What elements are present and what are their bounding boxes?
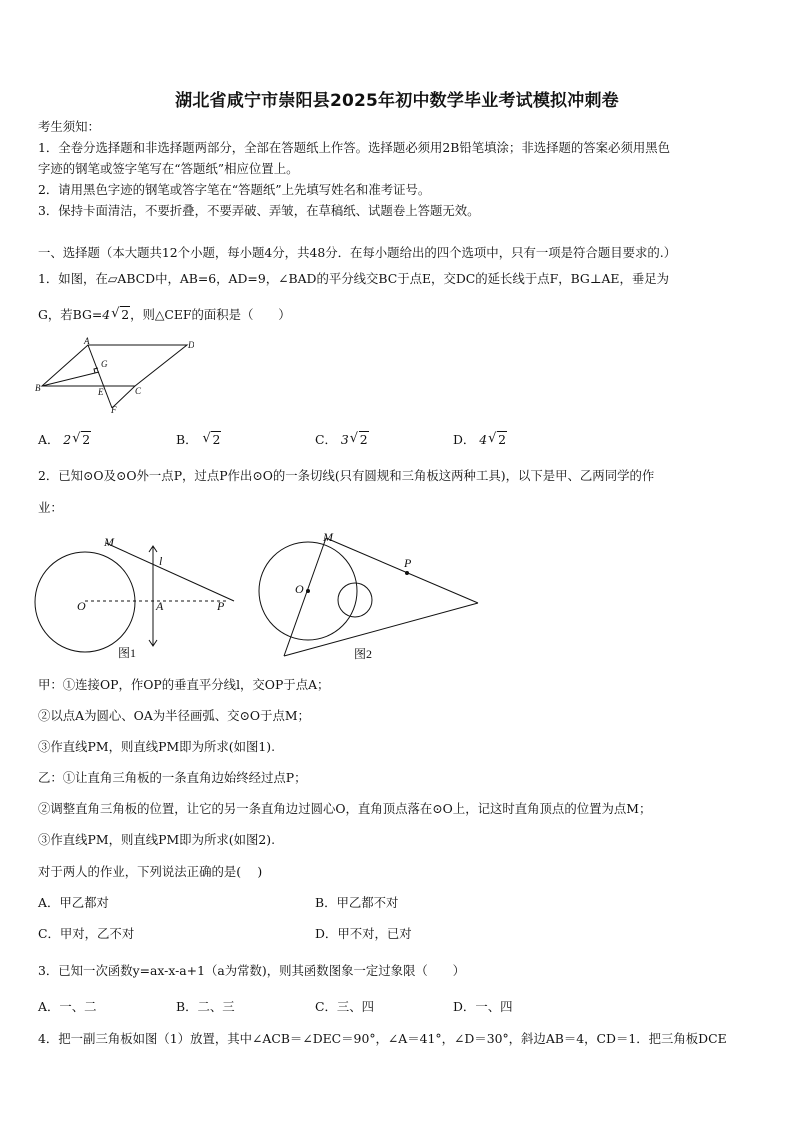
q2-jia-step-2: ②以点A为圆心、OA为半径画弧、交⊙O于点M； — [38, 708, 310, 723]
q3-option-a[interactable]: A．一、二 — [38, 999, 97, 1014]
q1-option-c[interactable] — [315, 432, 369, 448]
label-m: M — [323, 530, 333, 544]
q2-option-c[interactable]: C．甲对，乙不对 — [38, 926, 135, 941]
line-pm — [326, 538, 478, 603]
label-g: G — [101, 359, 108, 369]
notice-item-1-line-2: 字迹的钢笔或签字笔写在“答题纸”相应位置上。 — [38, 161, 299, 176]
figure-2-caption: 图2 — [354, 647, 373, 661]
sqrt-symbol — [111, 307, 130, 323]
q1-option-d[interactable] — [453, 432, 507, 448]
label-d: D — [188, 340, 194, 350]
q4-stem-line-1: 4．把一副三角板如图（1）放置，其中∠ACB＝∠DEC＝90°，∠A＝41°，∠D＝30°，斜边AB＝4，CD＝1．把三角板DCE — [38, 1031, 727, 1046]
label-b: B — [35, 383, 41, 393]
q1-bg-radicand: 2 — [121, 307, 130, 322]
label-a: A — [84, 336, 90, 346]
q2-yi-step-2: ②调整直角三角板的位置，让它的另一条直角边过圆心O，直角顶点落在⊙O上，记这时直角顶点的位置为点M； — [38, 801, 652, 816]
label-o: O — [77, 599, 86, 613]
q1-stem-pre: G，若BG= — [38, 307, 103, 322]
q2-yi-step-1: 乙：①让直角三角板的一条直角边始终经过点P； — [38, 770, 307, 785]
q1-parallelogram-figure — [34, 336, 194, 416]
center-o-dot — [306, 589, 310, 593]
line-af — [88, 345, 112, 408]
option-letter: A． — [38, 432, 60, 447]
q2-jia-step-3: ③作直线PM，则直线PM即为所求(如图1). — [38, 739, 276, 754]
option-letter: B． — [176, 432, 198, 447]
label-c: C — [135, 386, 142, 396]
option-radicand: 2 — [359, 432, 368, 447]
q3-option-d[interactable]: D．一、四 — [453, 999, 513, 1014]
q3-option-b[interactable]: B．二、三 — [176, 999, 235, 1014]
label-e: E — [98, 387, 104, 397]
q2-stem-line-1: 2．已知⊙O及⊙O外一点P，过点P作出⊙O的一条切线(只有圆规和三角板这两种工具)，以下是甲、乙两同学的作 — [38, 468, 655, 483]
triangle-side — [284, 603, 478, 656]
notice-item-1-line-1: 1．全卷分选择题和非选择题两部分，全部在答题纸上作答。选择题必须用2B铅笔填涂；非选择题的答案必须用黑色 — [38, 140, 671, 155]
label-a: A — [156, 599, 164, 613]
label-o: O — [295, 582, 304, 596]
notice-heading: 考生须知： — [38, 119, 100, 134]
q1-option-a[interactable] — [38, 432, 91, 448]
q3-option-c[interactable]: C．三、四 — [315, 999, 375, 1014]
sqrt-symbol — [350, 432, 369, 448]
small-circle — [338, 583, 372, 617]
label-f: F — [111, 405, 117, 415]
option-letter: C． — [315, 432, 337, 447]
option-radicand: 2 — [498, 432, 507, 447]
q2-option-b[interactable]: B．甲乙都不对 — [315, 895, 399, 910]
q1-bg-coefficient: 4 — [102, 307, 111, 322]
q1-stem-line-2 — [38, 307, 291, 323]
notice-item-2: 2．请用黑色字迹的钢笔或答字笔在“答题纸”上先填写姓名和准考证号。 — [38, 182, 431, 197]
label-l: l — [159, 554, 163, 568]
q2-jia-step-1: 甲：①连接OP，作OP的垂直平分线l，交OP于点A； — [38, 677, 330, 692]
q2-option-d[interactable]: D．甲不对，已对 — [315, 926, 412, 941]
option-coefficient: 2 — [63, 432, 72, 447]
sqrt-symbol — [72, 432, 91, 448]
q2-figure-1 — [34, 533, 244, 663]
q2-question: 对于两人的作业，下列说法正确的是( ) — [38, 864, 263, 879]
option-coefficient: 3 — [340, 432, 349, 447]
sqrt-symbol — [488, 432, 507, 448]
option-radicand: 2 — [82, 432, 91, 447]
option-coefficient: 4 — [479, 432, 488, 447]
figure-1-caption: 图1 — [118, 646, 137, 660]
q2-option-a[interactable]: A．甲乙都对 — [38, 895, 109, 910]
q2-stem-line-2: 业： — [38, 500, 63, 515]
point-p-dot — [405, 571, 409, 575]
label-p: P — [217, 599, 225, 613]
page-title: 湖北省咸宁市崇阳县2025年初中数学毕业考试模拟冲刺卷 — [175, 91, 619, 111]
notice-item-3: 3．保持卡面清洁，不要折叠，不要弄破、弄皱，在草稿纸、试题卷上答题无效。 — [38, 203, 480, 218]
q1-stem-post: ，则△CEF的面积是（ ） — [130, 307, 291, 322]
sqrt-symbol — [202, 432, 221, 448]
label-p: P — [404, 556, 412, 570]
option-letter: D． — [453, 432, 476, 447]
q2-figure-2 — [256, 530, 486, 665]
parallelogram-abcd — [42, 345, 187, 386]
q3-stem: 3．已知一次函数y=ax-x-a+1（a为常数)，则其函数图象一定过象限（ ） — [38, 963, 465, 978]
q1-stem-line-1: 1．如图，在▱ABCD中，AB=6，AD=9，∠BAD的平分线交BC于点E，交DC的延长线于点F，BG⊥AE，垂足为 — [38, 271, 670, 286]
option-radicand: 2 — [212, 432, 221, 447]
q2-yi-step-3: ③作直线PM，则直线PM即为所求(如图2). — [38, 832, 276, 847]
label-m: M — [104, 535, 114, 549]
q1-option-b[interactable] — [176, 432, 221, 448]
section-heading: 一、选择题（本大题共12个小题，每小题4分，共48分．在每小题给出的四个选项中，只有一项是符合题目要求的.） — [38, 245, 677, 260]
